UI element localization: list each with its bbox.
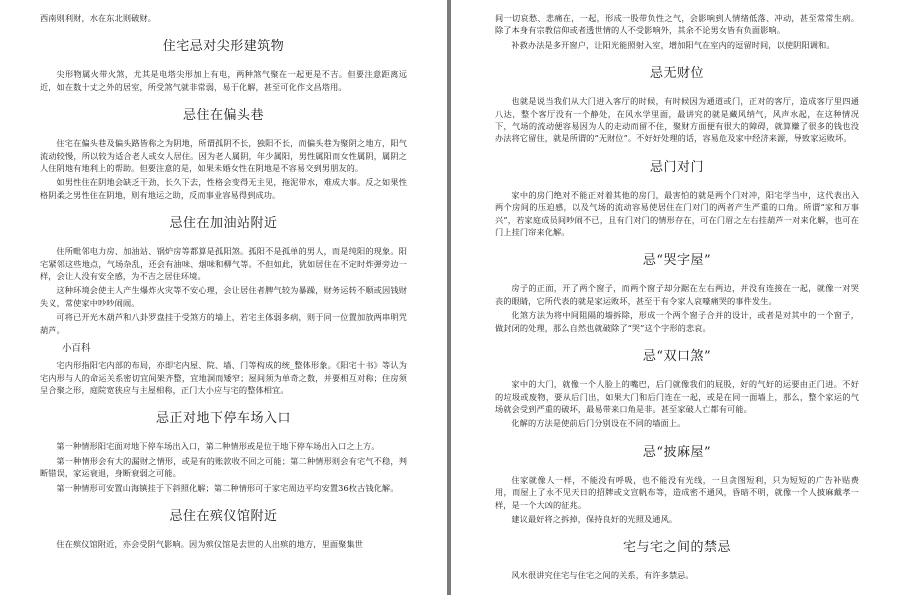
heading-pointed-buildings: 住宅忌对尖形建筑物 <box>162 39 285 55</box>
paragraph: 尖形物属火带火煞，尤其是电塔尖形加上有电，两种煞气聚在一起更是不吉。但要注意距离远近，如在数十丈之外的居室，所受煞气就非常弱，易于化解，甚至可化作文昌塔用。 <box>40 69 407 92</box>
heading-double-mouth: 忌“双口煞” <box>642 349 712 365</box>
paragraph: 可将已开光木葫芦和八卦罗盘挂于受煞方的墙上，若宅主体弱多病，则于同一位置加放两串明咒葫芦。 <box>40 312 407 335</box>
heading-side-alley: 忌住在偏头巷 <box>182 108 264 124</box>
paragraph: 第一种情形阳宅面对地下停车场出入口，第二种情形或是位于地下停车场出入口之上方。 <box>56 441 380 452</box>
heading-house-taboos: 宅与宅之间的禁忌 <box>622 540 731 556</box>
paragraph: 宅内形指阳宅内部的布局，亦即宅内屋、院、墙、门等构成的统_整体形象。《阳宅十书》等认为宅内形与人的命运关系密切宜间架齐整，宜地洞而矮窄；屋间须为单奇之数，并要相互对称；住房须呈合聚之形，庭院宽狭应与主屋相称，正门大小应与宅的整体相宜。 <box>40 360 407 395</box>
heading-gas-station: 忌住在加油站附近 <box>169 216 278 232</box>
paragraph: 建议最好将之拆掉，保持良好的光照及通风。 <box>511 513 678 524</box>
paragraph: 住所毗邻电力房、加油站、锅炉房等都算是孤阳煞。孤阳不是孤单的男人，而是纯阳的现象。阳宅紧邻这些地点，气场杂乱，还会有油味、烟味和柳气等。不但如此，犹如居住在不定时炸弹旁边一样，会让人没有安全感，为不吉之居住环境。 <box>40 246 407 282</box>
paragraph: 风水很讲究住宅与住宅之间的关系，有许多禁忌。 <box>511 570 694 581</box>
paragraph: 如男性住在阴地会缺乏干劲，长久下去，性格会变得无主见，拖泥带水，难成大事。反之如果性格阴柔之男性住在阴地，则有地运之助，反而事业容易得到成功。 <box>40 177 407 200</box>
heading-funeral-home: 忌住在殡仪馆附近 <box>169 508 278 524</box>
paragraph: 也就是说当我们从大门进入客厅的时候，有时候因为通道或门，正对的客厅，造成客厅里四通八达，整个客厅没有一个静处，在风水学里面，最讲究的就是藏风纳气，风声水起，在这种情况下，气场的流动便容易因为人的走动而留不住，聚财方面便有很大的障碍，就算赚了很多的钱也没办法将它留住，就是所谓的“无财位”。不好好处理的话，容易危及家中经济来源，导致家运败坏。 <box>495 96 859 144</box>
paragraph: 家中的大门，就像一个人脸上的嘴巴，后门就像我们的屁股，好的气好的运要由正门进。不好的垃圾或废物，要从后门出，如果大门和后门连在一起，或是在同一面墙上，那么，整个家运的气场就会受到严重的破坏，最易带来口角是非。甚至家破人亡都有可能。 <box>495 379 859 414</box>
paragraph: 化煞方法为将中间阻隔的墙拆除，形成一个两个窗子合并的设计，或者是对其中的一个窗子，做封闭的处理，那么自然也就破除了“哭”这个字形的悲哀。 <box>495 310 859 333</box>
paragraph: 家中的房门绝对不能正对着其他的房门，最害怕的就是两个门对冲，阳宅学当中，这代表出入两个房间的压迫感，以及气场的流动容易使居住在门对门的两者产生严重的口角。所谓“家和万事兴”，若家庭成员间吵闹不已，且有门对门的情形存在，可在门眉之左右挂葫芦一对来化解，也可在门上挂门帘来化解。 <box>495 189 859 238</box>
heading-door-facing-door: 忌门对门 <box>649 159 704 175</box>
paragraph: 化解的方法是使前后门分别设在不同的墙面上。 <box>511 418 686 429</box>
subheading-encyclopedia: 小百科 <box>62 343 91 355</box>
page-right <box>451 0 899 595</box>
paragraph: 第一种情形可安置山海镇挂于下斜照化解；第二种情形可于家宅周边平均安置36枚古钱化解。 <box>56 482 399 493</box>
right-intro: 间一切哀愁、悲痛在，一起，形成一股带负性之气，会影响到人情绪低落、冲动，甚至常常生病。除了本身有宗教信仰或者透世情的人不受影响外，其余不论男女皆有负面影响。 <box>495 13 859 36</box>
paragraph: 第一种情形会有大的漏财之情形，或是有的账款收不回之可能；第二种情形则会有宅气不稳，判断错误，家运衰退，身断衰弱之可能。 <box>40 455 407 479</box>
paragraph: 房子的正面，开了两个窗子，而两个窗子却分踞在左右两边，并没有连接在一起，就像一对哭丧的眼睛，它所代表的就是家运败坏，甚至于有令家人哀嚎痛哭的事件发生。 <box>495 283 859 306</box>
paragraph: 住在殡仪馆附近，亦会受阴气影响。因为殡仪馆是去世的人出殡的地方，里面聚集世 <box>56 538 364 549</box>
paragraph: 住宅在偏头巷及偏头路皆称之为阴地，所谓孤阴不长，独阳不长，而偏头巷为聚阴之地方，阳气流动较慢，所以较为适合老人或女人居住。因为老人属阴，年少属阳，男性属阳而女性属阴，属阴之人住阴地有地利上的帮助。但要注意的是，如果未婚女性在阴地是不容易交到男朋友的。 <box>40 138 407 174</box>
paragraph: 住家就像人一样，不能没有呼吸，也不能没有光线，一旦贪图短利，只为短短的广告补贴费用，而屋上了永不见天日的招牌或文宣帆布等，造成密不通风，昏暗不明，就像一个人披麻戴孝一样，是一个大凶的征兆。 <box>495 474 859 510</box>
heading-crying-house: 忌“哭字屋” <box>642 253 712 269</box>
heading-no-wealth-position: 忌无财位 <box>649 66 704 82</box>
heading-parking-entrance: 忌正对地下停车场入口 <box>155 411 291 427</box>
left-intro: 西南则利财，水在东北则破财。 <box>40 13 157 23</box>
heading-mourning-house: 忌“披麻屋” <box>642 444 712 460</box>
page-left <box>0 0 447 595</box>
paragraph: 补救办法是多开窗户，让阳光能照射入室，增加阳气在室内的逗留时间，以使阴阳调和。 <box>511 39 835 50</box>
paragraph: 这种环境会使主人产生爆炸火灾等不安心理，会让居住者脾气较为暴躁，财务运转不顺或因钱财失义，常使家中吵吵闹闹。 <box>40 285 407 308</box>
